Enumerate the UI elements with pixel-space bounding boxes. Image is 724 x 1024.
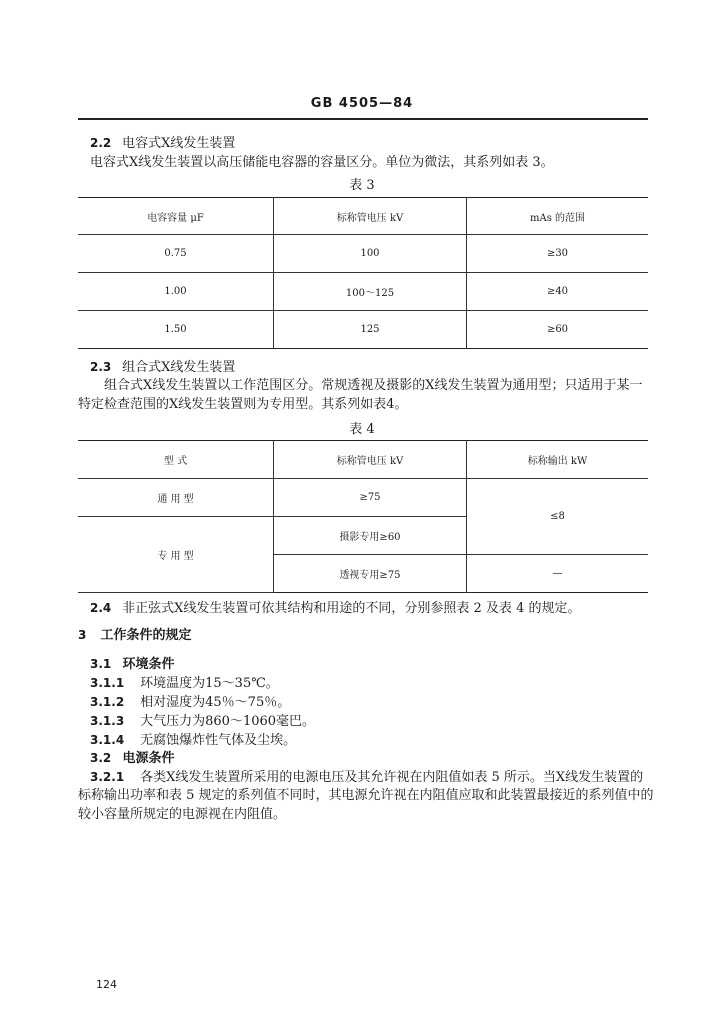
table-header-row xyxy=(78,441,648,479)
header-rule xyxy=(78,118,648,120)
section-3-1-3 xyxy=(90,712,315,731)
section-number: 3.1.1 xyxy=(90,676,125,690)
section-2-4 xyxy=(90,599,580,618)
section-3-heading xyxy=(78,626,192,645)
table-cell: ≥75 xyxy=(274,479,467,517)
table-row xyxy=(78,235,648,273)
table-row xyxy=(78,273,648,311)
section-3-2-1-line-2: 标称输出功率和表 5 规定的系列值不同时，其电源允许视在内阻值应取和此装置最接近的系列值中的 xyxy=(78,788,654,803)
page-number: 124 xyxy=(96,978,117,991)
section-number: 3.2.1 xyxy=(90,770,125,784)
table-cell: 0.75 xyxy=(78,235,274,273)
section-title: 工作条件的规定 xyxy=(100,628,192,643)
section-text: 环境温度为15～35℃。 xyxy=(140,676,279,691)
section-2-2-text: 电容式X线发生装置以高压储能电容器的容量区分。单位为微法，其系列如表 3。 xyxy=(90,155,554,170)
section-3-1-2 xyxy=(90,693,290,712)
section-3-2-1-line-1 xyxy=(90,768,643,787)
table-cell: 1.00 xyxy=(78,273,274,311)
table-cell: 100～125 xyxy=(274,273,467,311)
section-title: 环境条件 xyxy=(122,657,175,672)
table-4 xyxy=(78,440,648,593)
table-cell: 透视专用≥75 xyxy=(274,555,467,593)
section-2-3-text-line-1: 组合式X线发生装置以工作范围区分。常规透视及摄影的X线发生装置为通用型；只适用于某一 xyxy=(104,378,643,393)
table-cell: 125 xyxy=(274,311,467,349)
section-3-1-heading xyxy=(90,655,175,674)
section-text: 各类X线发生装置所采用的电源电压及其允许视在内阻值如表 5 所示。当X线发生装置的 xyxy=(140,770,644,785)
table-cell: 1.50 xyxy=(78,311,274,349)
table-header-cell: 标称管电压 kV xyxy=(274,441,467,479)
section-3-2-1-line-3: 较小容量所规定的电源视在内阻值。 xyxy=(78,807,287,822)
table-row xyxy=(78,479,648,517)
section-number: 3.1.4 xyxy=(90,733,125,747)
table-row xyxy=(78,311,648,349)
document-header: GB 4505—84 xyxy=(310,96,414,111)
table-4-caption: 表 4 xyxy=(349,422,375,437)
table-cell-type-special: 专 用 型 xyxy=(78,517,274,593)
section-number: 3.1.3 xyxy=(90,714,125,728)
section-number: 3 xyxy=(78,628,87,642)
section-number: 3.1 xyxy=(90,657,112,671)
section-number: 3.1.2 xyxy=(90,695,125,709)
section-number: 2.3 xyxy=(90,360,112,374)
section-title: 电容式X线发生装置 xyxy=(122,136,236,151)
table-cell: ≥60 xyxy=(467,311,649,349)
section-number: 2.2 xyxy=(90,136,112,150)
table-cell: 100 xyxy=(274,235,467,273)
section-2-3-heading xyxy=(90,358,235,377)
table-3 xyxy=(78,197,648,349)
section-3-1-1 xyxy=(90,674,279,693)
table-cell: — xyxy=(467,555,649,593)
table-cell: ≥30 xyxy=(467,235,649,273)
section-title: 组合式X线发生装置 xyxy=(122,360,236,375)
section-title: 电源条件 xyxy=(122,751,175,766)
section-3-2-heading xyxy=(90,749,175,768)
section-number: 2.4 xyxy=(90,601,112,615)
table-header-cell: 标称输出 kW xyxy=(467,441,649,479)
section-text: 非正弦式X线发生装置可依其结构和用途的不同，分别参照表 2 及表 4 的规定。 xyxy=(122,601,581,616)
table-header-cell: 电容容量 μF xyxy=(147,212,204,224)
table-header-row xyxy=(78,198,648,235)
section-3-1-4 xyxy=(90,731,296,750)
section-2-3-text-line-2: 特定检查范围的X线发生装置则为专用型。其系列如表4。 xyxy=(78,397,408,412)
table-cell: 摄影专用≥60 xyxy=(274,517,467,555)
section-number: 3.2 xyxy=(90,751,112,765)
table-header-cell: 标称管电压 kV xyxy=(274,198,467,235)
table-3-caption: 表 3 xyxy=(349,178,375,193)
table-cell: ≥40 xyxy=(467,273,649,311)
table-header-cell: mAs 的范围 xyxy=(467,198,649,235)
table-cell-output-shared: ≤8 xyxy=(467,479,649,555)
table-cell-type-general: 通 用 型 xyxy=(78,479,274,517)
section-text: 无腐蚀爆炸性气体及尘埃。 xyxy=(140,733,297,748)
section-text: 大气压力为860～1060毫巴。 xyxy=(140,714,316,729)
section-text: 相对湿度为45％～75％。 xyxy=(140,695,291,710)
section-2-2-heading xyxy=(90,134,235,153)
table-header-cell: 型 式 xyxy=(78,441,274,479)
